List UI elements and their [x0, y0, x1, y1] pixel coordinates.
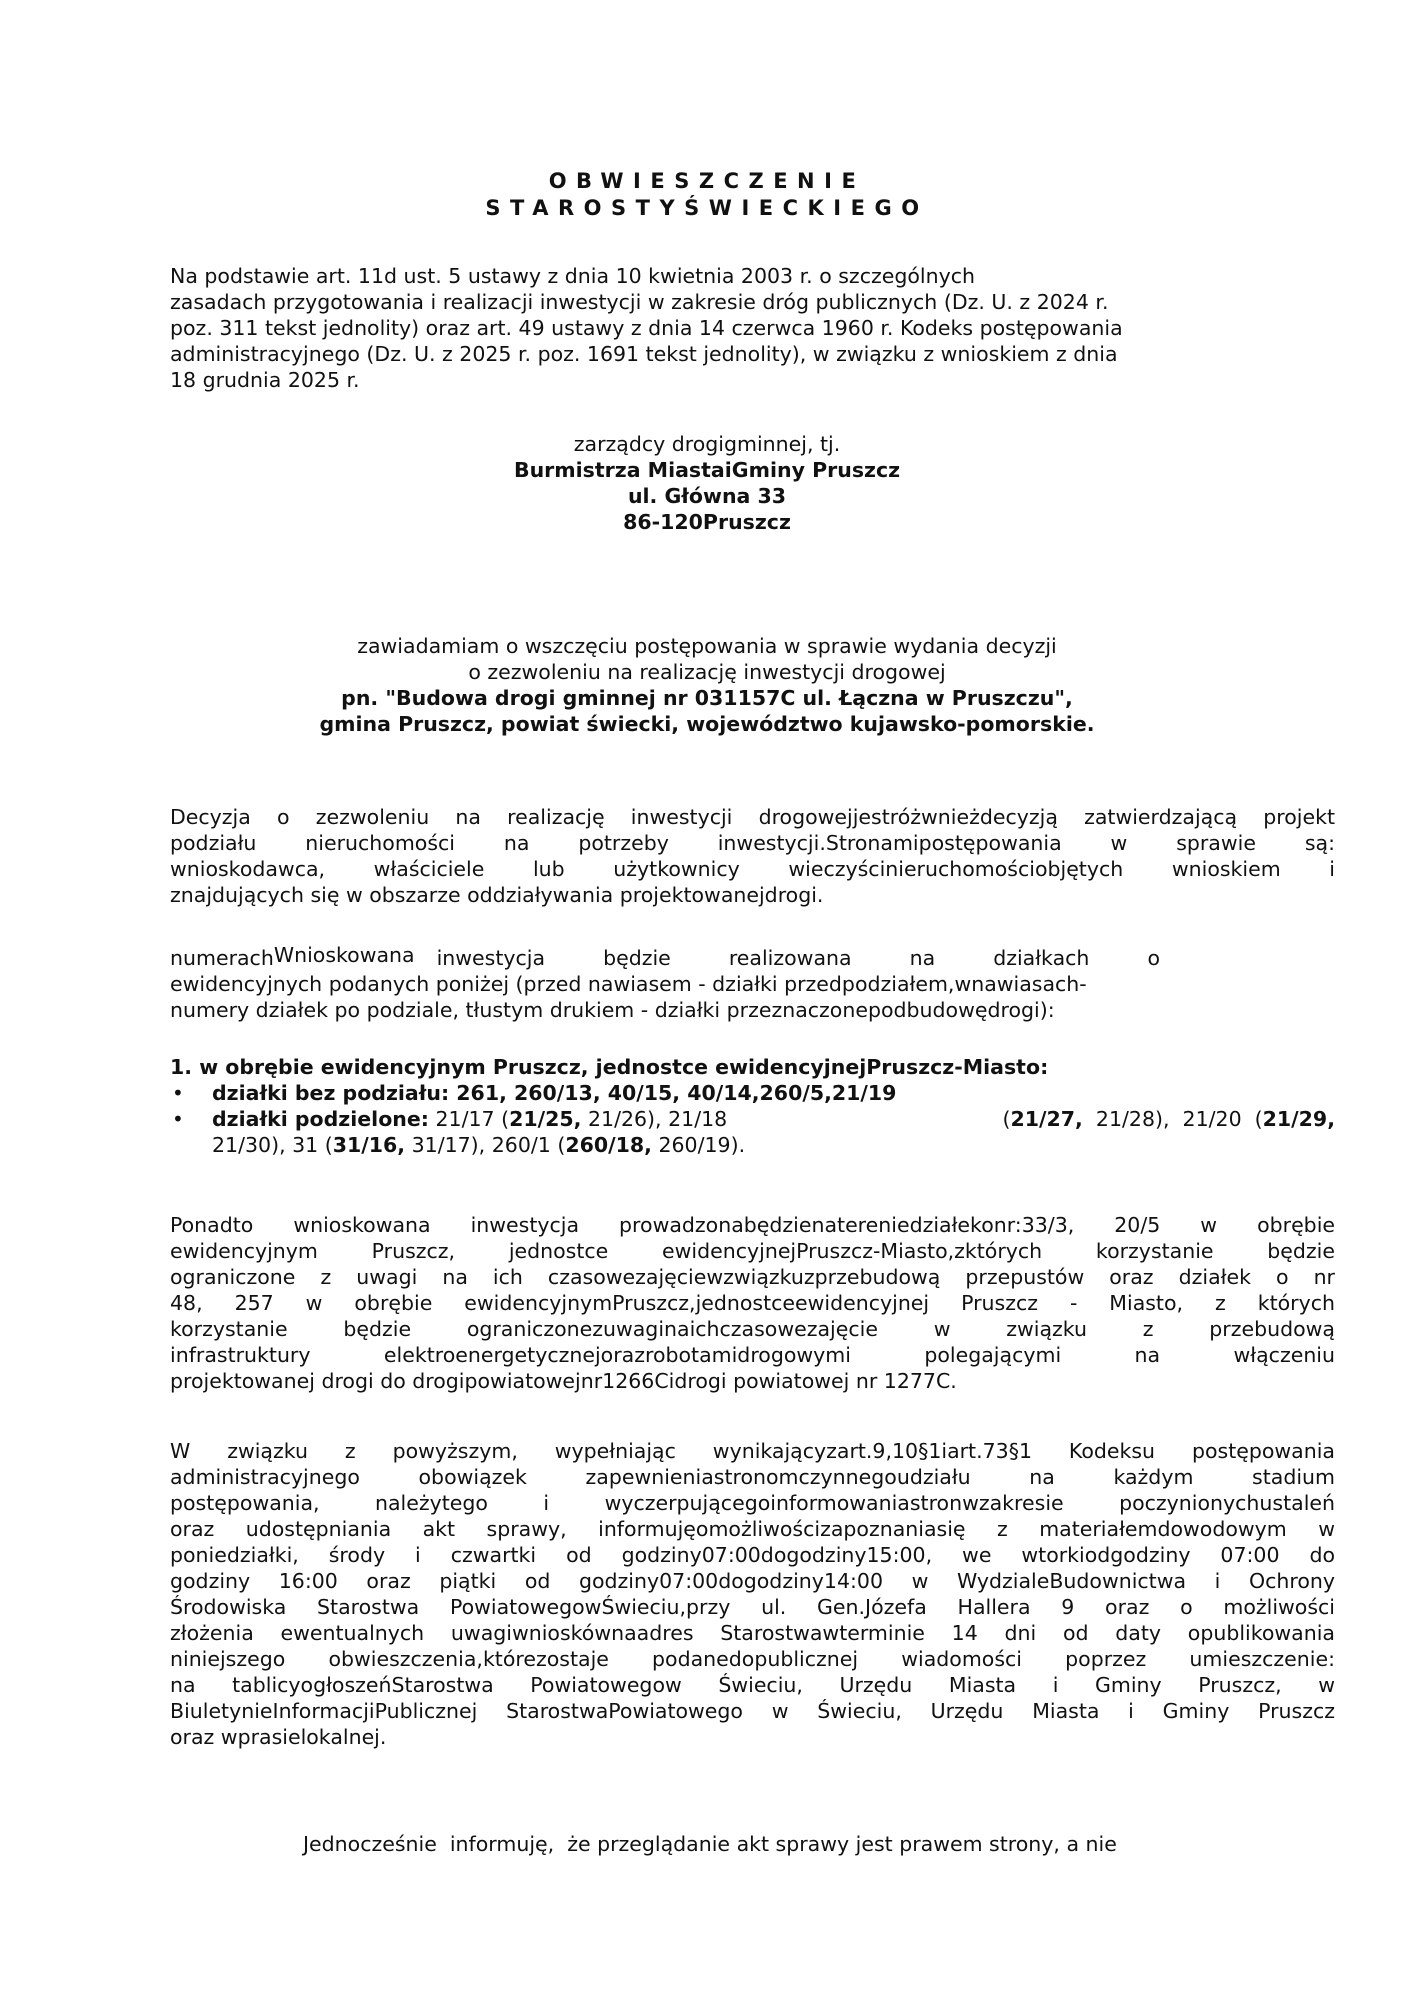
plot-rest: 21/30), — [212, 1133, 286, 1157]
intro-line: 18 grudnia 2025 r. — [170, 368, 360, 392]
applicant-postal: 86-120Pruszcz — [623, 510, 791, 534]
plot-before: 31 — [292, 1133, 319, 1157]
divided-plots-line-2: 21/30), 31 (31/16, 31/17), 260/1 (260/18, 260/19). — [212, 1133, 746, 1157]
plot-rest: 31/17), — [411, 1133, 486, 1157]
plots-rest: inwestycja będzie realizowana na działkach o — [436, 946, 1160, 970]
plots-prefix: numerach — [170, 946, 274, 970]
info-line: na tablicyogłoszeńStarostwa Powiatowegow Świeciu, Urzędu Miasta i Gminy Pruszcz, w — [170, 1673, 1335, 1697]
additional-line: korzystanie będzie ograniczonezuwaginaichczasowezajęcie w związku z przebudową — [170, 1317, 1335, 1341]
plot-road: 260/18, — [565, 1133, 652, 1157]
plot-before: 21/20 — [1182, 1107, 1242, 1131]
undivided-values: 261, 260/13, 40/15, 40/14,260/5,21/19 — [456, 1081, 897, 1105]
info-line: złożenia ewentualnych uwagiwnioskównaadres Starostwawterminie 14 dni od daty opublikowania — [170, 1621, 1335, 1645]
plot-road: 21/25, — [509, 1107, 582, 1131]
plots-line-1 — [170, 945, 1160, 971]
info-line: godziny 16:00 oraz piątki od godziny07:00dogodziny14:00 w WydzialeBudownictwa i Ochrony — [170, 1569, 1335, 1593]
plot-rest: 21/26), — [587, 1107, 662, 1131]
intro-line: administracyjnego (Dz. U. z 2025 r. poz. 1691 tekst jednolity), w związku z wnioskiem z dnia — [170, 342, 1118, 366]
additional-line: 48, 257 w obrębie ewidencyjnymPruszcz,jednostceewidencyjnej Pruszcz - Miasto, z których — [170, 1291, 1335, 1315]
applicant-name: Burmistrza MiastaiGminy Pruszcz — [513, 458, 901, 482]
info-line: W związku z powyższym, wypełniając wynikającyzart.9,10§1iart.73§1 Kodeksu postępowania — [170, 1439, 1335, 1463]
additional-line: ewidencyjnym Pruszcz, jednostce ewidencyjnejPruszcz-Miasto,zktórych korzystanie będzie — [170, 1239, 1335, 1263]
info-line: BiuletynieInformacjiPublicznej StarostwaPowiatowego w Świeciu, Urzędu Miasta i Gminy Pruszcz — [170, 1699, 1335, 1723]
decision-line: Decyzja o zezwoleniu na realizację inwestycji drogowejjestróżwnieżdecyzją zatwierdzającą projekt — [170, 805, 1335, 829]
undivided-plots — [212, 1080, 896, 1106]
plots-raised-word: Wnioskowana — [273, 943, 415, 967]
applicant-role: zarządcy drogigminnej, tj. — [573, 432, 841, 456]
plot-rest: 260/19). — [658, 1133, 746, 1157]
project-location: gmina Pruszcz, powiat świecki, województwo kujawsko-pomorskie. — [319, 712, 1095, 736]
info-line: administracyjnego obowiązek zapewnieniastronomczynnegoudziału na każdym stadium — [170, 1465, 1335, 1489]
plot-road: 21/29, — [1262, 1107, 1335, 1131]
intro-line: zasadach przygotowania i realizacji inwestycji w zakresie dróg publicznych (Dz. U. z 2024 r. — [170, 290, 1109, 314]
final-line: Jednocześnie informuję, że przeglądanie akt sprawy jest prawem strony, a nie — [303, 1832, 1117, 1856]
divided-label: działki podzielone: — [212, 1107, 429, 1131]
plot-road: 31/16, — [332, 1133, 406, 1157]
notice-line: zawiadamiam o wszczęciu postępowania w sprawie wydania decyzji — [357, 634, 1057, 658]
info-line: Środowiska Starostwa PowiatowegowŚwieciu,przy ul. Gen.Józefa Hallera 9 oraz o możliwości — [170, 1595, 1335, 1619]
project-name: pn. "Budowa drogi gminnej nr 031157C ul. Łączna w Pruszczu", — [341, 686, 1073, 710]
intro-line: poz. 311 tekst jednolity) oraz art. 49 ustawy z dnia 14 czerwca 1960 r. Kodeks postępowania — [170, 316, 1123, 340]
decision-line: podziału nieruchomości na potrzeby inwestycji.Stronamipostępowania w sprawie są: — [170, 831, 1335, 855]
additional-line: Ponadto wnioskowana inwestycja prowadzonabędzienatereniedziałekonr:33/3, 20/5 w obrębie — [170, 1213, 1335, 1237]
bullet-icon: • — [172, 1081, 184, 1105]
title-line-2: STAROSTYŚWIECKIEGO — [485, 196, 929, 220]
plots-line-3: numery działek po podziale, tłustym drukiem - działki przeznaczonepodbudowędrogi): — [170, 998, 1055, 1022]
applicant-street: ul. Główna 33 — [627, 484, 787, 508]
plot-rest: 21/28), — [1095, 1107, 1170, 1131]
decision-line: znajdujących się w obszarze oddziaływania projektowanejdrogi. — [170, 883, 824, 907]
additional-line: infrastruktury elektroenergetycznejorazrobotamidrogowymi polegającymi na włączeniu — [170, 1343, 1335, 1367]
divided-plots-line-1: działki podzielone: 21/17 (21/25, 21/26), 21/18 (21/27, 21/28), 21/20 (21/29, — [212, 1107, 1335, 1131]
plot-road: 21/27, — [1010, 1107, 1083, 1131]
info-line: poniedziałki, środy i czwartki od godziny07:00dogodziny15:00, we wtorkiodgodziny 07:00 do — [170, 1543, 1335, 1567]
additional-line: ograniczone z uwagi na ich czasowezajęciewzwiązkuzprzebudową przepustów oraz działek o nr — [170, 1265, 1335, 1289]
section-heading: 1. w obrębie ewidencyjnym Pruszcz, jednostce ewidencyjnejPruszcz-Miasto: — [170, 1055, 1049, 1079]
bullet-icon: • — [172, 1107, 184, 1131]
info-line: oraz udostępniania akt sprawy, informujęomożliwościzapoznaniasię z materiałemdowodowym w — [170, 1517, 1335, 1541]
additional-line: projektowanej drogi do drogipowiatowejnr1266Cidrogi powiatowej nr 1277C. — [170, 1369, 957, 1393]
info-line: niniejszego obwieszczenia,którezostaje podanedopublicznej wiadomości poprzez umieszczenie: — [170, 1647, 1335, 1671]
info-line: oraz wprasielokalnej. — [170, 1725, 387, 1749]
notice-line: o zezwoleniu na realizację inwestycji drogowej — [468, 660, 946, 684]
info-line: postępowania, należytego i wyczerpującegoinformowaniastronwzakresie poczynionychustaleń — [170, 1491, 1335, 1515]
plot-before: 260/1 — [491, 1133, 551, 1157]
title-line-1: OBWIESZCZENIE — [548, 169, 866, 193]
decision-line: wnioskodawca, właściciele lub użytkownicy wieczyścinieruchomościobjętych wnioskiem i — [170, 857, 1335, 881]
plot-before: 21/18 — [668, 1107, 728, 1131]
plot-before: 21/17 — [435, 1107, 495, 1131]
intro-line: Na podstawie art. 11d ust. 5 ustawy z dnia 10 kwietnia 2003 r. o szczególnych — [170, 264, 975, 288]
plots-line-2: ewidencyjnych podanych poniżej (przed nawiasem - działki przedpodziałem,wnawiasach- — [170, 972, 1087, 996]
undivided-label: działki bez podziału: — [212, 1081, 450, 1105]
